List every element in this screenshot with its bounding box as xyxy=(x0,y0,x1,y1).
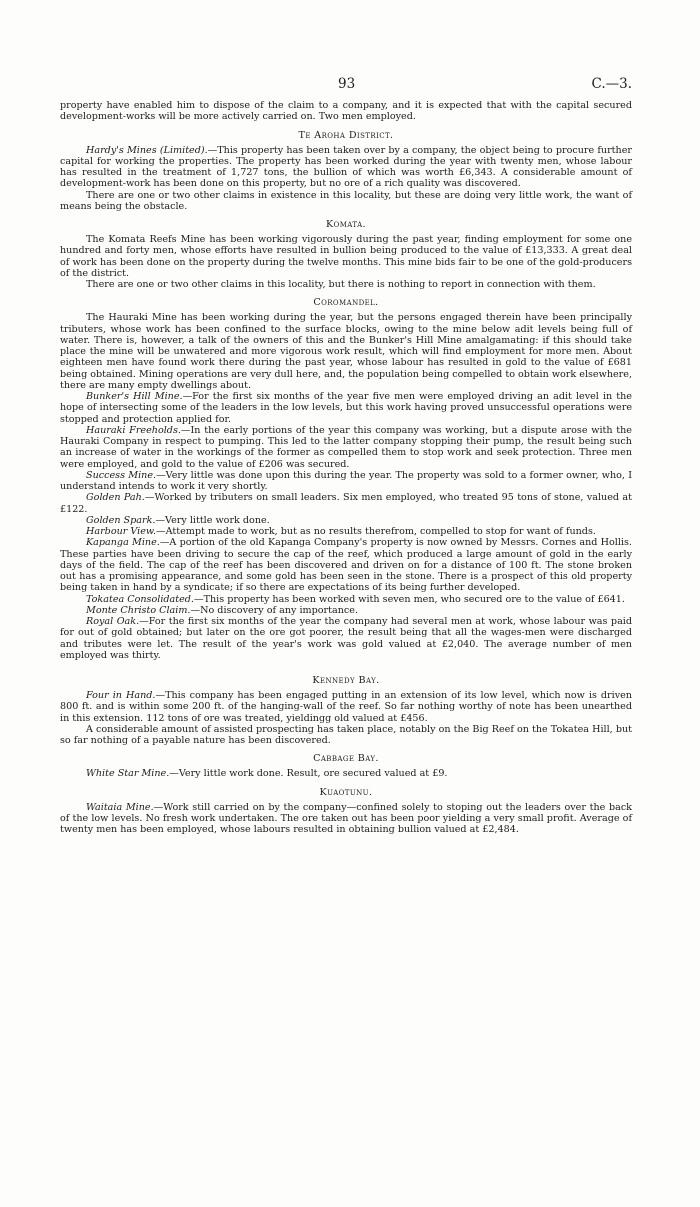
paragraph xyxy=(60,279,632,290)
paragraph xyxy=(60,616,632,661)
paragraph-text: —Very little work done. xyxy=(155,514,270,526)
paragraph xyxy=(60,190,632,213)
mine-name: Golden Spark. xyxy=(86,514,156,526)
paragraph-text: —Very little was done upon this during the year. The property was sold to a former owner, who, I understand intends to work it very shortly. xyxy=(60,469,633,492)
paragraph-text: —Attempt made to work, but as no results therefrom, compelled to stop for want of funds. xyxy=(156,526,596,537)
paragraph xyxy=(60,526,632,537)
paragraph xyxy=(60,425,632,470)
body-text xyxy=(60,100,632,835)
paragraph-text: —This company has been engaged putting in an extension of its low level, which now is driven 800 ft. and is within some 200 ft. of the hanging-wall of the reef. So far nothing worthy of note has been unearthed in this extension. 112 tons of ore was treated, yieldingg old valued at £456. xyxy=(60,690,632,724)
paragraph-text: —In the early portions of the year this company was working, but a dispute arose with the Hauraki Company in respect to pumping. This led to the latter company stopping their pump, the result being such an increase of water in the workings of the former as compelled them to stop work and seek protection. Three men were employed, and gold to the value of £206 was secured. xyxy=(60,424,632,470)
mine-name: Waitaia Mine. xyxy=(86,801,154,813)
section-heading: Komata. xyxy=(326,219,366,230)
paragraph xyxy=(60,537,632,593)
paragraph xyxy=(60,515,632,526)
mine-name: White Star Mine. xyxy=(86,768,170,780)
paragraph xyxy=(60,145,632,190)
mine-name: Success Mine. xyxy=(86,469,157,481)
mine-name: Hardy's Mines (Limited). xyxy=(86,144,208,156)
mine-name: Kapanga Mine. xyxy=(86,537,160,549)
mine-name: Four in Hand. xyxy=(86,690,156,701)
paragraph-text: —For the first six months of the year the company had several men at work, whose labour was paid for out of gold obtained; but later on the ore got poorer, the result being that all the wages-men were discharged and tributes were let. The result of the year's work was gold valued at £2,040. The average number of men employed was thirty. xyxy=(60,616,632,661)
paragraph-text: The Komata Reefs Mine has been working vigorously during the past year, finding employment for some one hundred and forty men, whose efforts have resulted in bullion being produced to the value of £13,333. A great deal of work has been done on the property during the twelve months. This mine bids fair to be one of the gold-producers of the district. xyxy=(60,234,632,279)
paragraph-text: —For the first six months of the year five men were employed driving an adit level in the hope of intersecting some of the leaders in the low levels, but this work having proved unsuccessful operations were stopped and protection applied for. xyxy=(60,391,632,425)
mine-name: Harbour View. xyxy=(86,526,157,537)
paragraph-text: —Work still carried on by the company—confined solely to stoping out the leaders over the back of the low levels. No fresh work undertaken. The ore taken out has been poor yielding a very small profit. Average of twenty men has been employed, whose labours resulted in obtaining bullion valued at £2,484. xyxy=(60,801,633,835)
mine-name: Tokatea Consolidated. xyxy=(86,593,194,605)
paragraph xyxy=(60,492,632,515)
paragraph-text: A considerable amount of assisted prospecting has taken place, notably on the Big Reef on the Tokatea Hill, but so far nothing of a payable nature has been discovered. xyxy=(60,723,632,746)
document-reference: C.—3. xyxy=(591,76,632,92)
paragraph xyxy=(60,768,632,779)
mine-name: Royal Oak. xyxy=(86,616,140,627)
section-heading: Kennedy Bay. xyxy=(312,675,380,686)
section-heading: Coromandel. xyxy=(313,297,379,309)
paragraph-text: —This property has been worked with seven men, who secured ore to the value of £641. xyxy=(193,593,625,605)
paragraph xyxy=(60,724,632,747)
paragraph xyxy=(60,802,632,836)
paragraph-text: —This property has been taken over by a company, the object being to procure further capital for working the properties. The property has been worked during the year with twenty men, whose labour has resulted in the treatment of 1,727 tons, the bullion of which was worth £6,343. A considerable amount of development-work has been done on this property, but no ore of a rich quality was discovered. xyxy=(60,144,632,190)
paragraph-text: —A portion of the old Kapanga Company's property is now owned by Messrs. Cornes and Hollis. These parties have been driving to secure the cap of the reef, which produced a large amount of gold in the early days of the field. The cap of the reef has been discovered and driven on for a distance of 100 ft. The stone broken out has a promising appearance, and some gold has been seen in the stone. There is a prospect of this old property being taken in hand by a syndicate; if so there are expectations of its being further developed. xyxy=(60,537,632,594)
paragraph xyxy=(60,690,632,724)
section-heading: Cabbage Bay. xyxy=(313,753,379,765)
paragraph xyxy=(60,100,632,123)
section-heading: Te Aroha District. xyxy=(298,129,394,141)
paragraph-text: —Worked by tributers on small leaders. Six men employed, who treated 95 tons of stone, valued at £122. xyxy=(60,492,632,515)
mine-name: Bunker's Hill Mine. xyxy=(86,391,183,402)
paragraph-text: The Hauraki Mine has been working during the year, but the persons engaged therein have been principally tributers, whose work has been confined to the surface blocks, owing to the mine below adit levels being full of water. There is, however, a talk of the owners of this and the Bunker's Hill Mine amalgamating: if this should take place the mine will be unwatered and more vigorous work result, which will find employment for more men. About eighteen men have found work there during the past year, whose labour has resulted in gold to the value of £681 being obtained. Mining operations are very dull here, and, the population being compelled to obtain work elsewhere, there are many empty dwellings about. xyxy=(60,312,632,391)
paragraph-text: There are one or two other claims in existence in this locality, but these are doing very little work, the want of means being the obstacle. xyxy=(60,189,632,212)
paragraph xyxy=(60,312,632,391)
mine-name: Hauraki Freeholds. xyxy=(86,424,181,436)
mine-name: Golden Pah. xyxy=(86,492,145,504)
section-heading: Kuaotunu. xyxy=(319,786,373,798)
paragraph xyxy=(60,391,632,425)
paragraph xyxy=(60,594,632,605)
paragraph-text: property have enabled him to dispose of the claim to a company, and it is expected that with the capital secured development-works will be more actively carried on. Two men employed. xyxy=(60,100,632,123)
paragraph-text: —Very little work done. Result, ore secured valued at £9. xyxy=(169,768,448,780)
paragraph-text: There are one or two other claims in this locality, but there is nothing to report in connection with them. xyxy=(86,279,596,290)
document-page xyxy=(60,76,632,835)
paragraph xyxy=(60,605,632,616)
mine-name: Monte Christo Claim. xyxy=(86,604,191,616)
page-number: 93 xyxy=(338,76,356,92)
page-header xyxy=(60,76,632,98)
paragraph-text: —No discovery of any importance. xyxy=(190,604,359,616)
paragraph xyxy=(60,470,632,493)
paragraph xyxy=(60,234,632,279)
